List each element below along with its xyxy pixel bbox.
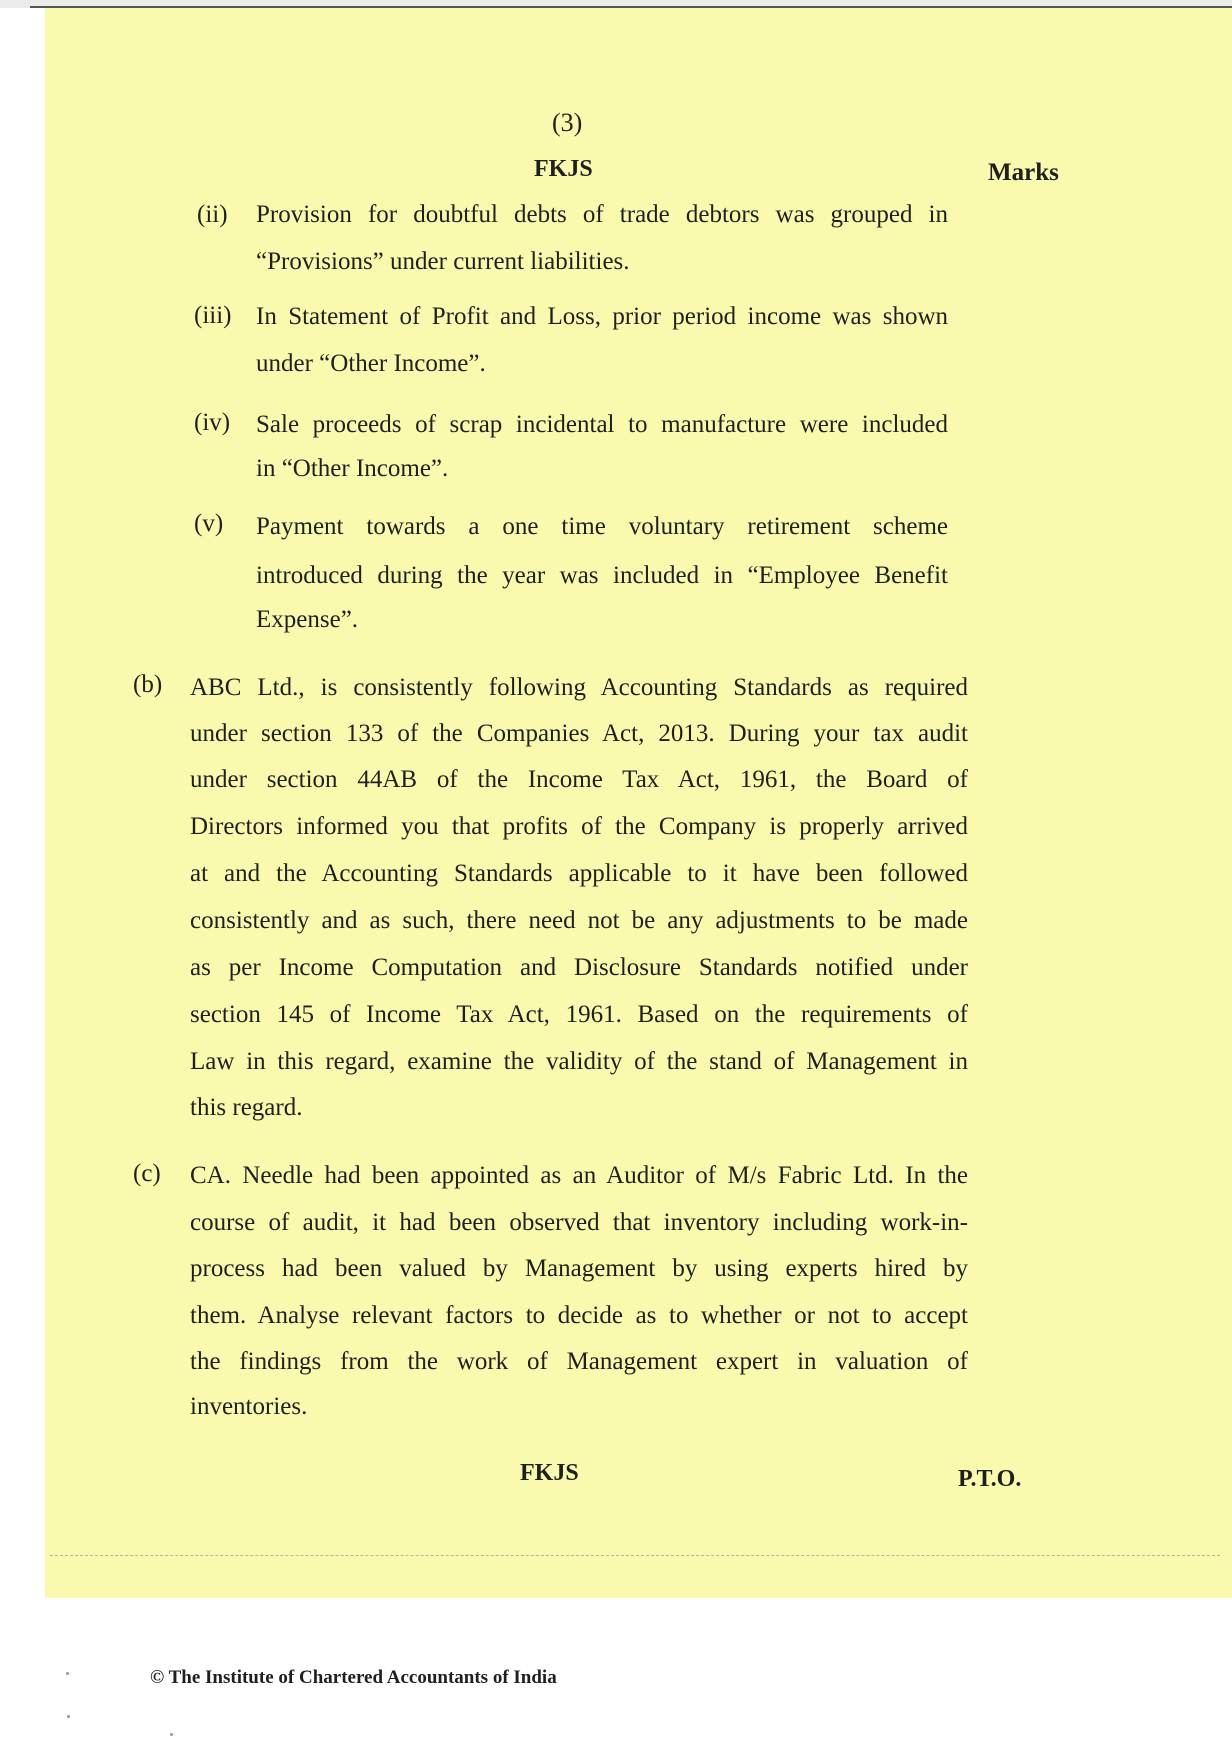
sub-item-label: (iii) xyxy=(194,302,232,329)
sub-item-label: (iv) xyxy=(194,409,231,436)
please-turn-over: P.T.O. xyxy=(958,1466,1022,1492)
text-line: course of audit, it had been observed that inventory including work-in- xyxy=(190,1209,968,1236)
text-line: Provision for doubtful debts of trade debtors was grouped in xyxy=(256,201,948,228)
question-label: (b) xyxy=(133,671,163,698)
text-line: this regard. xyxy=(190,1094,303,1121)
sub-item-label: (v) xyxy=(194,510,224,537)
paper-code-header: FKJS xyxy=(534,156,593,182)
text-line: “Provisions” under current liabilities. xyxy=(256,248,630,275)
page-number: (3) xyxy=(552,108,583,137)
marks-column-heading: Marks xyxy=(988,159,1059,186)
text-line: CA. Needle had been appointed as an Auditor of M/s Fabric Ltd. In the xyxy=(190,1162,968,1189)
sub-item-label: (ii) xyxy=(197,201,228,228)
sheet-bottom-edge xyxy=(50,1555,1220,1557)
copyright-notice: © The Institute of Chartered Accountants of India xyxy=(150,1667,557,1688)
scan-speck xyxy=(170,1733,173,1736)
text-line: under section 44AB of the Income Tax Act, 1961, the Board of xyxy=(190,766,968,793)
paper-code-footer: FKJS xyxy=(520,1460,579,1486)
text-line: Law in this regard, examine the validity of the stand of Management in xyxy=(190,1048,968,1075)
text-line: introduced during the year was included in “Employee Benefit xyxy=(256,562,948,589)
text-line: under “Other Income”. xyxy=(256,350,486,377)
text-line: Sale proceeds of scrap incidental to manufacture were included xyxy=(256,411,948,438)
text-line: process had been valued by Management by using experts hired by xyxy=(190,1255,968,1282)
text-line: Expense”. xyxy=(256,606,359,633)
text-line: at and the Accounting Standards applicable to it have been followed xyxy=(190,860,968,887)
text-line: consistently and as such, there need not be any adjustments to be made xyxy=(190,907,968,934)
text-line: ABC Ltd., is consistently following Accounting Standards as required xyxy=(190,674,968,701)
text-line: section 145 of Income Tax Act, 1961. Based on the requirements of xyxy=(190,1001,968,1028)
scan-speck xyxy=(67,1715,70,1718)
text-line: under section 133 of the Companies Act, 2013. During your tax audit xyxy=(190,720,968,747)
scan-speck xyxy=(66,1672,69,1675)
text-line: in “Other Income”. xyxy=(256,455,449,482)
text-line: the findings from the work of Management expert in valuation of xyxy=(190,1348,968,1375)
text-line: inventories. xyxy=(190,1393,308,1420)
text-line: In Statement of Profit and Loss, prior period income was shown xyxy=(256,303,948,330)
text-line: Directors informed you that profits of the Company is properly arrived xyxy=(190,813,968,840)
question-label: (c) xyxy=(133,1160,161,1187)
text-line: Payment towards a one time voluntary retirement scheme xyxy=(256,513,948,540)
text-line: them. Analyse relevant factors to decide as to whether or not to accept xyxy=(190,1302,968,1329)
text-line: as per Income Computation and Disclosure Standards notified under xyxy=(190,954,968,981)
